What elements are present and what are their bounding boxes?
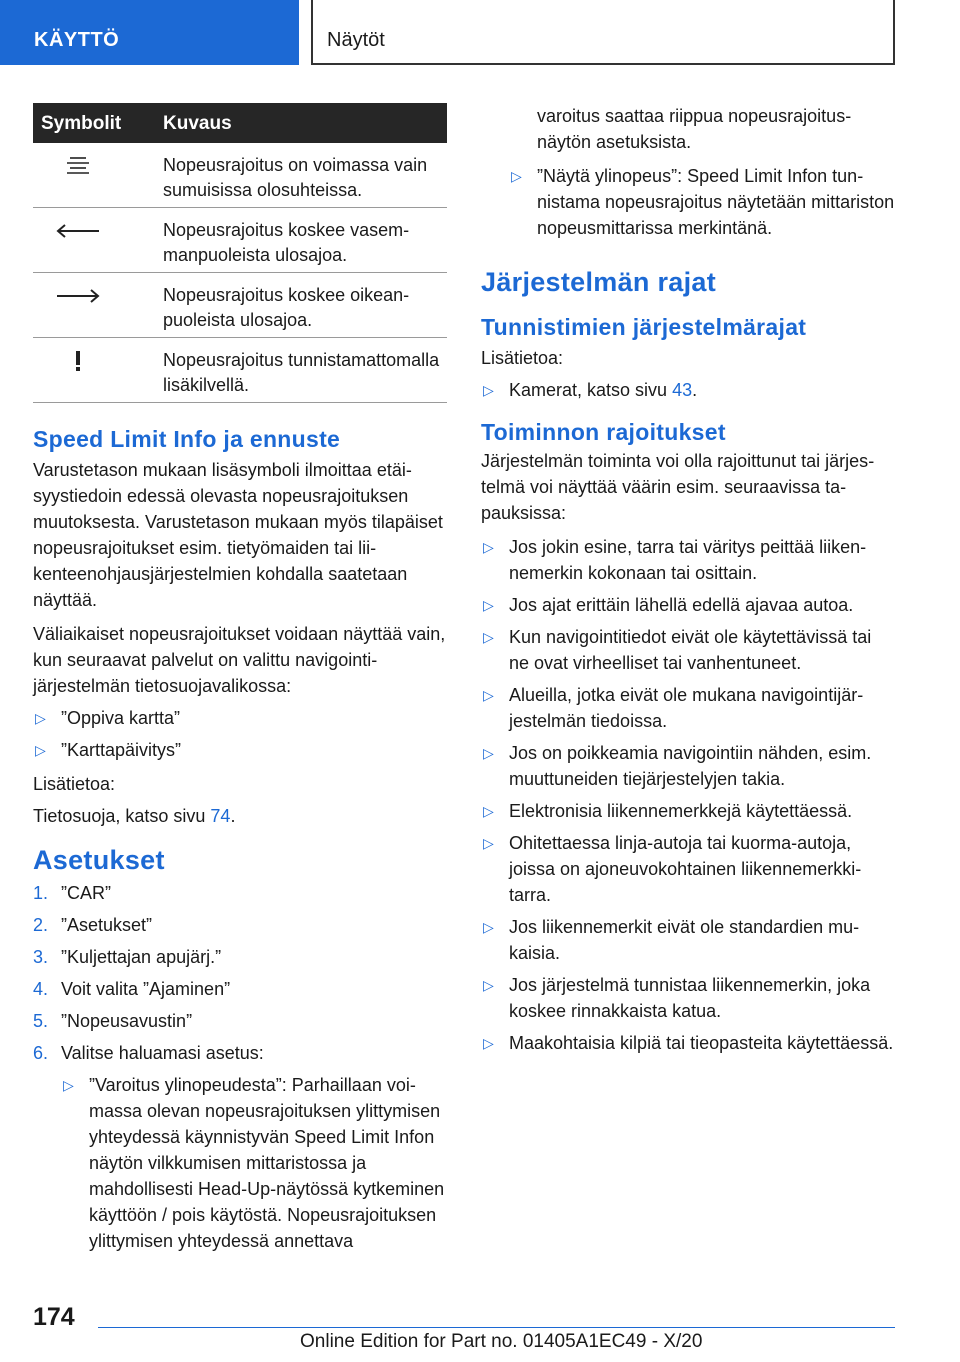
reference-text: Kamerat, katso sivu <box>509 380 673 400</box>
footer-divider <box>98 1327 895 1328</box>
triangle-bullet-icon: ▷ <box>483 687 494 703</box>
step-text: ”Kuljettajan apujärj.” <box>61 947 222 967</box>
list-item-text: Ohitettaessa linja-autoja tai kuorma-autoja, joissa on ajoneuvokohtainen liikennemerkkitarra. <box>509 833 862 905</box>
section-heading: Asetukset <box>33 845 165 875</box>
topic-tab <box>311 0 895 65</box>
numbered-step <box>33 880 447 906</box>
list-item <box>481 1030 895 1056</box>
triangle-bullet-icon: ▷ <box>35 742 46 758</box>
numbered-step <box>33 1040 447 1066</box>
table-row <box>33 208 447 273</box>
header-symbols: Symbolit <box>41 113 122 134</box>
list-item <box>481 377 895 403</box>
list-item <box>481 830 895 908</box>
step-number: 6. <box>33 1043 49 1063</box>
list-item-text: Jos järjestelmä tunnistaa liikennemerkin, joka koskee rinnakkaista katua. <box>509 975 871 1021</box>
step-text: ”Nopeusavustin” <box>61 1011 193 1031</box>
symbol-table <box>33 103 447 403</box>
triangle-bullet-icon: ▷ <box>483 629 494 645</box>
table-row <box>33 273 447 338</box>
list-item <box>33 705 447 731</box>
list-item-text: ”Varoitus ylinopeudesta”: Parhaillaan voimassa olevan nopeusrajoituksen ylittymisen yhteydessä käynnistyvän Speed Limit Infon näytön vilkkumisen mittaristossa ja mahdollisesti Head-Up-näytössä kytkeminen käyttöön / pois käytöstä. Nopeusrajoituksen ylittymisen yhteydessä annettava <box>89 1075 445 1251</box>
row-description: Nopeusrajoitus koskee oikeanpuoleista ulosajoa. <box>163 285 410 330</box>
cross-reference <box>33 803 447 829</box>
section-title: KÄYTTÖ <box>34 29 120 51</box>
numbered-step <box>33 976 447 1002</box>
reference-end: . <box>692 380 698 400</box>
table-header <box>33 103 447 143</box>
list-item-text: ”Näytä ylinopeus”: Speed Limit Infon tunnistama nopeusrajoitus näytetään mittariston nopeusmittarissa merkintänä. <box>537 166 895 238</box>
triangle-bullet-icon: ▷ <box>35 710 46 726</box>
list-item <box>509 163 895 241</box>
arrow-left-icon <box>33 218 123 243</box>
page-link[interactable]: 43 <box>672 380 693 400</box>
page-number: 174 <box>33 1303 75 1331</box>
topic-title: Näytöt <box>327 29 385 51</box>
list-item <box>481 534 895 586</box>
list-item <box>481 914 895 966</box>
step-text: Valitse haluamasi asetus: <box>61 1043 264 1063</box>
reference-text: Tietosuoja, katso sivu <box>33 806 211 826</box>
paragraph: Väliaikaiset nopeusrajoitukset voidaan näyttää vain, kun seuraavat palvelut on valittu navigointijärjestelmän tietosuojavalikossa: <box>33 624 446 696</box>
step-number: 1. <box>33 883 49 903</box>
more-info-label: Lisätietoa: <box>481 348 564 368</box>
row-description: Nopeusrajoitus koskee vasemmanpuoleista ulosajoa. <box>163 220 410 265</box>
continued-text: varoitus saattaa riippua nopeusrajoitusnäytön asetuksista. <box>537 106 852 152</box>
row-description: Nopeusrajoitus tunnistamattomalla lisäkilvellä. <box>163 350 440 395</box>
list-item <box>61 1072 447 1254</box>
list-item-text: Jos on poikkeamia navigointiin nähden, esim. muuttuneiden tiejärjestelyjen takia. <box>509 743 872 789</box>
speed-limit-info-section <box>33 426 447 829</box>
exclamation-icon <box>33 348 123 373</box>
list-item-text: Jos liikennemerkit eivät ole standardien mukaisia. <box>509 917 860 963</box>
subsection-heading: Tunnistimien järjestelmärajat <box>481 314 807 340</box>
numbered-step <box>33 1008 447 1034</box>
subsection-heading: Toiminnon rajoitukset <box>481 419 726 445</box>
step-number: 4. <box>33 979 49 999</box>
triangle-bullet-icon: ▷ <box>483 835 494 851</box>
triangle-bullet-icon: ▷ <box>483 539 494 555</box>
row-description: Nopeusrajoitus on voimassa vain sumuisissa olosuhteissa. <box>163 155 428 200</box>
step-text: Voit valita ”Ajaminen” <box>61 979 231 999</box>
table-row <box>33 338 447 403</box>
step-number: 3. <box>33 947 49 967</box>
list-item-text: Kun navigointitiedot eivät ole käytettävissä tai ne ovat virheelliset tai vanhentuneet. <box>509 627 872 673</box>
list-item-text: ”Karttapäivitys” <box>61 740 182 760</box>
list-item-text: Maakohtaisia kilpiä tai tieopasteita käytettäessä. <box>509 1033 894 1053</box>
page-link[interactable]: 74 <box>210 806 231 826</box>
list-item-text: Elektronisia liikennemerkkejä käytettäessä. <box>509 801 853 821</box>
list-item-text: Jos ajat erittäin lähellä edellä ajavaa autoa. <box>509 595 854 615</box>
table-row <box>33 143 447 208</box>
paragraph: Järjestelmän toiminta voi olla rajoittunut tai järjestelmä voi näyttää väärin esim. seuraavissa tapauksissa: <box>481 451 875 523</box>
triangle-bullet-icon: ▷ <box>63 1077 74 1093</box>
numbered-step <box>33 912 447 938</box>
section-heading: Speed Limit Info ja ennuste <box>33 426 341 452</box>
step-number: 5. <box>33 1011 49 1031</box>
step-number: 2. <box>33 915 49 935</box>
triangle-bullet-icon: ▷ <box>511 168 522 184</box>
triangle-bullet-icon: ▷ <box>483 597 494 613</box>
triangle-bullet-icon: ▷ <box>483 919 494 935</box>
header-description: Kuvaus <box>163 113 232 134</box>
list-item <box>33 737 447 763</box>
triangle-bullet-icon: ▷ <box>483 803 494 819</box>
list-item <box>481 740 895 792</box>
triangle-bullet-icon: ▷ <box>483 382 494 398</box>
triangle-bullet-icon: ▷ <box>483 745 494 761</box>
reference-end: . <box>230 806 236 826</box>
more-info-label: Lisätietoa: <box>33 774 116 794</box>
step-text: ”CAR” <box>61 883 111 903</box>
right-column <box>481 103 895 1056</box>
list-item <box>481 682 895 734</box>
step-text: ”Asetukset” <box>61 915 153 935</box>
section-heading: Järjestelmän rajat <box>481 267 717 297</box>
list-item <box>481 798 895 824</box>
list-item <box>481 624 895 676</box>
list-item-text: Jos jokin esine, tarra tai väritys peittää liikennemerkin kokonaan tai osittain. <box>509 537 867 583</box>
section-tab <box>0 0 299 65</box>
edition-text: Online Edition for Part no. 01405A1EC49 - X/20 <box>300 1331 703 1352</box>
triangle-bullet-icon: ▷ <box>483 977 494 993</box>
list-item <box>481 592 895 618</box>
arrow-right-icon <box>33 283 123 308</box>
fog-lines-icon <box>33 153 123 178</box>
list-item <box>481 972 895 1024</box>
triangle-bullet-icon: ▷ <box>483 1035 494 1051</box>
settings-section <box>33 845 447 1254</box>
list-item-text: Alueilla, jotka eivät ole mukana navigointijärjestelmän tiedoissa. <box>509 685 864 731</box>
paragraph: Varustetason mukaan lisäsymboli ilmoittaa etäisyystiedoin edessä olevasta nopeusrajoituksen muutoksesta. Varustetason mukaan myös tilapäiset nopeusrajoitukset esim. tietyömaiden tai liikenteenohjausjärjestelmien kohdalla saatetaan näyttää. <box>33 460 443 610</box>
list-item-text: ”Oppiva kartta” <box>61 708 181 728</box>
numbered-step <box>33 944 447 970</box>
